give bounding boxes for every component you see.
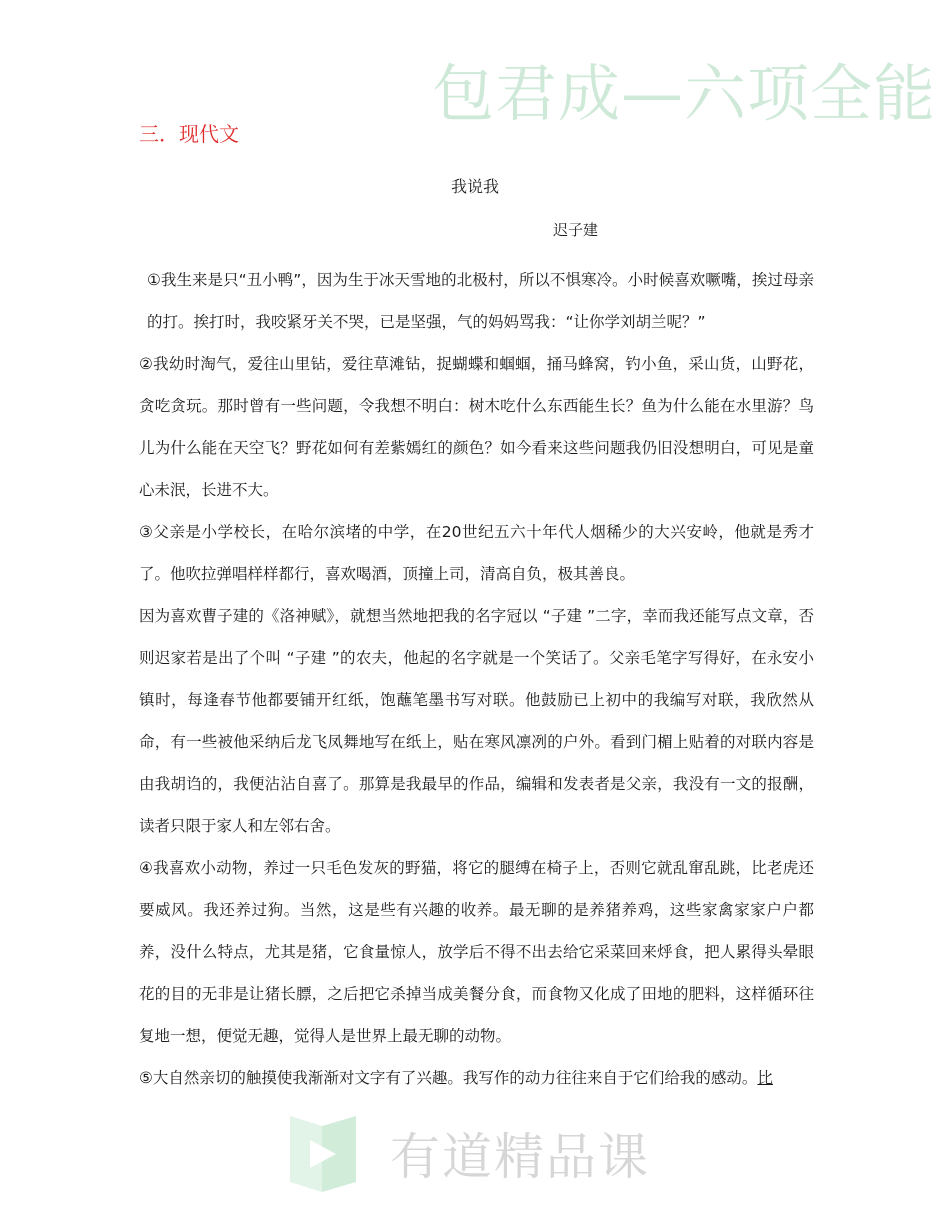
- paragraph-2: ②我幼时淘气，爱往山里钻，爱往草滩钻，捉蝴蝶和蝈蝈，捅马蜂窝，钓小鱼，采山货，山野花，贪吃贪玩。那时曾有一些问题，令我想不明白：树木吃什么东西能生长？鱼为什么能在水里游？鸟儿为什么能在天空飞？野花如何有差紫嫣红的颜色？如今看来这些问题我仍旧没想明白，可见是童心未泯，长进不大。: [139, 355, 814, 499]
- play-book-icon: [282, 1110, 368, 1196]
- paragraph-1: ①我生来是只“丑小鸭”，因为生于冰天雪地的北极村，所以不惧寒冷。小时候喜欢噘嘴，挨过母亲的打。挨打时，我咬紧牙关不哭，已是坚强，气的妈妈骂我：“让你学刘胡兰呢？”: [147, 271, 814, 331]
- paragraph-4: ④我喜欢小动物，养过一只毛色发灰的野猫，将它的腿缚在椅子上，否则它就乱窜乱跳，比老虎还要威风。我还养过狗。当然，这是些有兴趣的收养。最无聊的是养猪养鸡，这些家禽家家户户都养，没什么特点，尤其是猪，它食量惊人，放学后不得不出去给它采菜回来烀食，把人累得头晕眼花的目的无非是让猪长膘，之后把它杀掉当成美餐分食，而食物又化成了田地的肥料，这样循环往复地一想，便觉无趣，觉得人是世界上最无聊的动物。: [139, 859, 814, 1045]
- article-title: 我说我: [450, 177, 499, 196]
- article-body: [139, 259, 814, 1099]
- paragraph-3: ③父亲是小学校长，在哈尔滨堵的中学，在20世纪五六十年代人烟稀少的大兴安岭，他就是秀才了。他吹拉弹唱样样都行，喜欢喝酒，顶撞上司，清高自负，极其善良。: [139, 523, 814, 583]
- paragraph-5-text: ⑤大自然亲切的触摸使我渐渐对文字有了兴趣。我写作的动力往往来自于它们给我的感动。: [139, 1069, 758, 1087]
- paragraph-3-continued: 因为喜欢曹子建的《洛神赋》，就想当然地把我的名字冠以 “子建 ”二字，幸而我还能写点文章，否则迟家若是出了个叫 “子建 ”的农夫，他起的名字就是一个笑话了。父亲毛笔字写得好，在永安小镇时，每逢春节他都要铺开红纸，饱蘸笔墨书写对联。他鼓励已上初中的我编写对联，我欣然从命，有一些被他采纳后龙飞凤舞地写在纸上，贴在寒风凛冽的户外。看到门楣上贴着的对联内容是由我胡诌的，我便沾沾自喜了。那算是我最早的作品，编辑和发表者是父亲，我没有一文的报酬，读者只限于家人和左邻右舍。: [139, 607, 814, 835]
- paragraph-5: [139, 1057, 814, 1099]
- paragraph-5-underlined-tail: 比: [757, 1069, 773, 1087]
- footer-brand: [282, 1110, 650, 1196]
- article-author: 迟子建: [553, 221, 599, 239]
- footer-brand-text: 有道精品课: [390, 1128, 650, 1186]
- watermark-title: 包君成—六项全能: [432, 57, 937, 130]
- section-heading: 三．现代文: [139, 122, 239, 146]
